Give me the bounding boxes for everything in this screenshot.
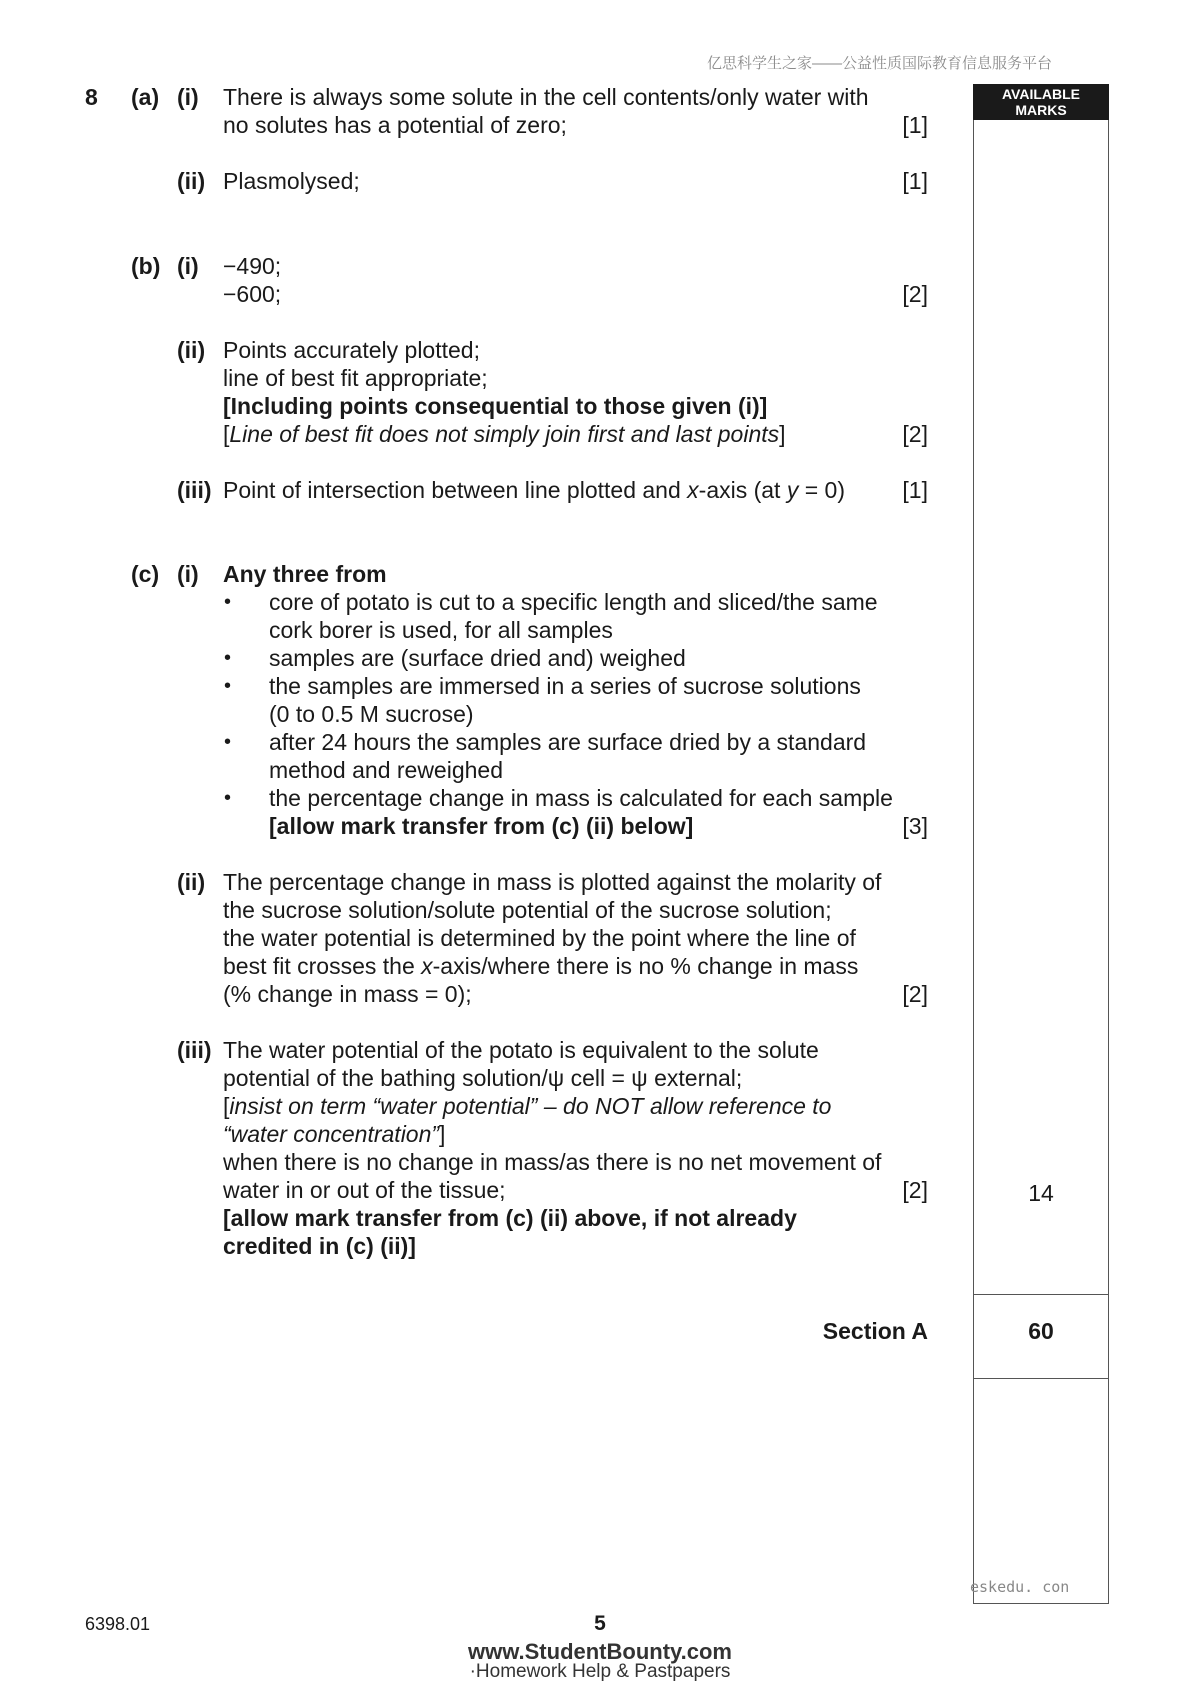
part-c-i-note: [allow mark transfer from (c) (ii) below] bbox=[269, 813, 694, 839]
marks-header-line2: MARKS bbox=[1015, 102, 1067, 118]
bullet-4-dot: • bbox=[224, 731, 232, 753]
part-b-iii-mark: [1] bbox=[902, 477, 928, 503]
part-b-i-line1: −490; bbox=[223, 253, 282, 279]
bullet-3-line1: the samples are immersed in a series of sucrose solutions bbox=[269, 673, 861, 699]
part-c-iii-note2: credited in (c) (ii)] bbox=[223, 1233, 416, 1259]
part-c-iii-line4: “water concentration”] bbox=[223, 1121, 446, 1147]
available-marks-header bbox=[973, 84, 1109, 120]
part-b-iii-text-c: = 0) bbox=[798, 477, 846, 503]
part-b-iii-text-y: y bbox=[786, 477, 799, 503]
part-c-ii-line4 bbox=[223, 952, 858, 980]
part-c-ii-line3: the water potential is determined by the point where the line of bbox=[223, 925, 856, 951]
section-total-marks: 60 bbox=[1028, 1318, 1054, 1344]
part-b-ii-line1: Points accurately plotted; bbox=[223, 337, 480, 363]
part-b-iii-label: (iii) bbox=[177, 477, 212, 503]
marks-divider-bottom bbox=[973, 1378, 1109, 1379]
page-number: 5 bbox=[594, 1612, 606, 1635]
part-c-ii-line2: the sucrose solution/solute potential of the sucrose solution; bbox=[223, 897, 832, 923]
part-c-ii-line4-a: best fit crosses the bbox=[223, 953, 422, 979]
part-c-ii-line5: (% change in mass = 0); bbox=[223, 981, 472, 1007]
part-b-ii-mark: [2] bbox=[902, 421, 928, 447]
part-c-i-heading: Any three from bbox=[223, 561, 387, 587]
part-c-iii-line5: when there is no change in mass/as there is no net movement of bbox=[223, 1149, 882, 1175]
bullet-4-line2: method and reweighed bbox=[269, 757, 503, 783]
part-c-iii-line2: potential of the bathing solution/ψ cell = ψ external; bbox=[223, 1065, 743, 1091]
paper-code: 6398.01 bbox=[85, 1614, 151, 1634]
part-a-i-label: (i) bbox=[177, 84, 199, 110]
part-c-label: (c) bbox=[131, 561, 160, 587]
part-b-i-mark: [2] bbox=[902, 281, 928, 307]
bullet-5-dot: • bbox=[224, 787, 232, 809]
part-c-iii-line1: The water potential of the potato is equivalent to the solute bbox=[223, 1037, 819, 1063]
part-b-ii-line3: [Including points consequential to those given (i)] bbox=[223, 393, 768, 419]
bullet-1-line2: cork borer is used, for all samples bbox=[269, 617, 613, 643]
part-b-i-label: (i) bbox=[177, 253, 199, 279]
part-c-iii-line3-text: insist on term “water potential” – do NOT allow reference to bbox=[229, 1093, 832, 1119]
part-c-iii-line4-text: “water concentration” bbox=[223, 1121, 440, 1147]
part-b-i-line2: −600; bbox=[223, 281, 282, 307]
part-a-ii-label: (ii) bbox=[177, 168, 206, 194]
part-b-label: (b) bbox=[131, 253, 161, 279]
part-b-iii-text-b: -axis (at bbox=[698, 477, 787, 503]
part-a-i-mark: [1] bbox=[902, 112, 928, 138]
marks-divider-top bbox=[973, 1294, 1109, 1295]
part-c-iii-label: (iii) bbox=[177, 1037, 212, 1063]
part-b-ii-line2: line of best fit appropriate; bbox=[223, 365, 488, 391]
bullet-5-line1: the percentage change in mass is calculated for each sample bbox=[269, 785, 893, 811]
part-c-ii-mark: [2] bbox=[902, 981, 928, 1007]
part-c-iii-mark: [2] bbox=[902, 1177, 928, 1203]
part-c-i-label: (i) bbox=[177, 561, 199, 587]
part-c-iii-line6: water in or out of the tissue; bbox=[223, 1177, 506, 1203]
part-c-ii-line1: The percentage change in mass is plotted against the molarity of bbox=[223, 869, 882, 895]
part-b-iii-text-x: x bbox=[687, 477, 699, 503]
part-c-ii-line4-b: -axis/where there is no % change in mass bbox=[432, 953, 859, 979]
domain-watermark: eskedu. con bbox=[970, 1578, 1070, 1596]
bullet-3-line2: (0 to 0.5 M sucrose) bbox=[269, 701, 474, 727]
part-c-ii-label: (ii) bbox=[177, 869, 206, 895]
bullet-1-line1: core of potato is cut to a specific length and sliced/the same bbox=[269, 589, 878, 615]
section-label: Section A bbox=[822, 1318, 928, 1344]
part-a-label: (a) bbox=[131, 84, 160, 110]
bullet-1-dot: • bbox=[224, 591, 232, 613]
question-number: 8 bbox=[85, 84, 98, 110]
part-c-i-mark: [3] bbox=[902, 813, 928, 839]
part-b-ii-line4: [Line of best fit does not simply join first and last points] bbox=[223, 421, 786, 447]
part-a-ii-mark: [1] bbox=[902, 168, 928, 194]
studentbounty-url: www.StudentBounty.com bbox=[468, 1639, 732, 1664]
bullet-2-dot: • bbox=[224, 647, 232, 669]
part-a-i-line1: There is always some solute in the cell contents/only water with bbox=[223, 84, 869, 110]
available-marks-column bbox=[973, 84, 1109, 1604]
part-c-iii-note1: [allow mark transfer from (c) (ii) above, if not already bbox=[223, 1205, 797, 1231]
part-b-iii-line1 bbox=[223, 476, 845, 504]
marks-header-line1: AVAILABLE bbox=[1001, 86, 1081, 102]
question-available-marks: 14 bbox=[1028, 1180, 1054, 1206]
watermark-text: 亿思科学生之家——公益性质国际教育信息服务平台 bbox=[706, 55, 1052, 72]
studentbounty-tagline: ·Homework Help & Pastpapers bbox=[469, 1661, 731, 1682]
part-a-ii-line1: Plasmolysed; bbox=[223, 168, 360, 194]
part-b-iii-text-a: Point of intersection between line plotted and bbox=[223, 477, 688, 503]
part-c-ii-line4-x: x bbox=[421, 953, 433, 979]
bullet-3-dot: • bbox=[224, 675, 232, 697]
bullet-4-line1: after 24 hours the samples are surface dried by a standard bbox=[269, 729, 867, 755]
part-b-ii-line4-text: Line of best fit does not simply join first and last points bbox=[229, 421, 780, 447]
part-b-ii-label: (ii) bbox=[177, 337, 206, 363]
bullet-2-line1: samples are (surface dried and) weighed bbox=[269, 645, 686, 671]
part-c-iii-line3: [insist on term “water potential” – do NOT allow reference to bbox=[223, 1093, 832, 1119]
part-a-i-line2: no solutes has a potential of zero; bbox=[223, 112, 567, 138]
